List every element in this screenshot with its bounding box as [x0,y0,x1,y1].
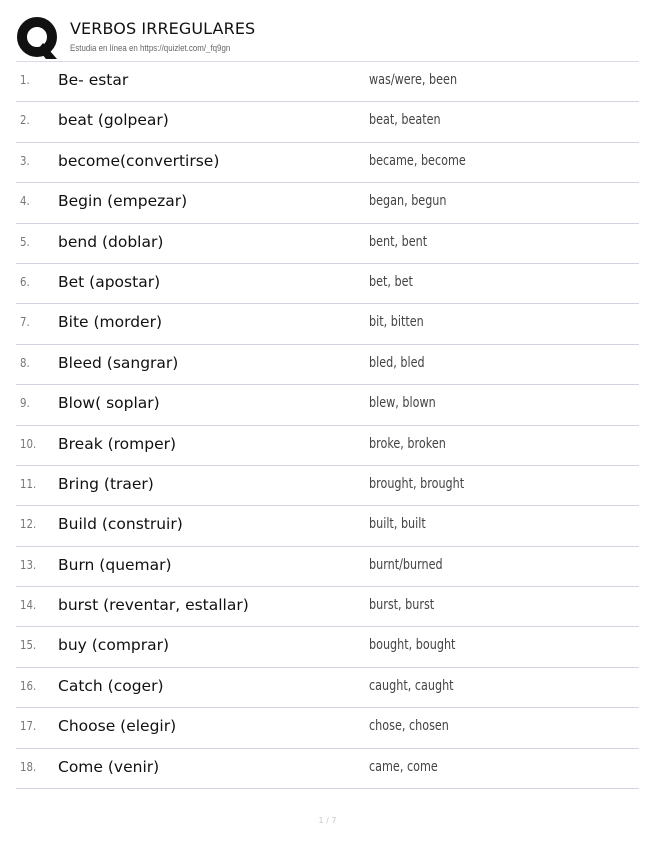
item-term: Come (venir) [58,757,160,776]
list-item [16,183,639,223]
item-term: beat (golpear) [58,111,169,130]
item-definition: burst, burst [369,597,435,614]
list-item [16,385,639,425]
item-number: 11. [20,476,37,491]
item-number: 4. [20,194,30,209]
item-term: buy (comprar) [58,636,170,655]
item-term: Bet (apostar) [58,272,161,291]
item-definition: was/were, been [369,72,458,88]
item-number: 9. [20,396,30,411]
list-item [16,102,639,142]
item-definition: bet, bet [369,273,413,290]
item-definition: bent, bent [369,233,428,250]
item-number: 3. [20,153,30,168]
document-header [16,14,639,60]
item-number: 8. [20,355,30,370]
item-definition: came, come [369,758,438,775]
item-definition: became, become [369,152,466,169]
item-term: become(convertirse) [58,151,220,170]
list-item [16,627,639,667]
page-number: 1 / 7 [318,816,337,825]
item-definition: chose, chosen [369,718,449,735]
item-number: 17. [20,719,37,734]
item-definition: brought, brought [369,475,465,492]
item-term: Build (construir) [58,515,183,534]
item-number: 2. [20,113,30,128]
item-term: bend (doblar) [58,232,164,251]
item-term: Bleed (sangrar) [58,353,179,372]
list-item [16,264,639,304]
item-term: Begin (empezar) [58,192,188,211]
item-term: Blow( soplar) [58,394,160,413]
term-list [16,61,639,789]
list-item [16,587,639,627]
list-item [16,547,639,587]
item-term: Be- estar [58,71,129,89]
item-term: Bite (morder) [58,313,163,332]
item-number: 1. [20,73,30,87]
item-number: 15. [20,638,37,653]
item-number: 7. [20,315,30,330]
item-definition: built, built [369,516,426,533]
item-term: burst (reventar, estallar) [58,596,249,615]
item-definition: bled, bled [369,354,425,371]
list-item [16,345,639,385]
item-number: 6. [20,274,30,289]
item-term: Burn (quemar) [58,555,172,574]
item-definition: bought, bought [369,637,456,654]
item-term: Break (romper) [58,434,177,453]
item-term: Choose (elegir) [58,717,177,736]
list-item [16,426,639,466]
list-item [16,749,639,789]
item-number: 14. [20,598,37,613]
page-subtitle: Estudia en línea en https://quizlet.com/_fq9gn [70,43,231,53]
item-number: 13. [20,557,37,572]
item-definition: burnt/burned [369,556,443,573]
list-item [16,506,639,546]
list-item [16,224,639,264]
list-item [16,304,639,344]
item-number: 16. [20,678,37,693]
item-number: 5. [20,234,30,249]
list-item [16,708,639,748]
item-definition: broke, broken [369,435,446,452]
item-definition: blew, blown [369,395,436,412]
item-definition: beat, beaten [369,112,441,129]
item-definition: bit, bitten [369,314,424,331]
list-item [16,62,639,102]
item-term: Catch (coger) [58,676,164,695]
item-number: 12. [20,517,37,532]
item-definition: began, begun [369,193,447,210]
list-item [16,668,639,708]
list-item [16,143,639,183]
item-definition: caught, caught [369,677,454,694]
list-item [16,466,639,506]
item-number: 18. [20,759,37,774]
item-number: 10. [20,436,37,451]
item-term: Bring (traer) [58,474,154,493]
page-title: VERBOS IRREGULARES [70,19,256,38]
quizlet-logo-icon [16,16,62,62]
